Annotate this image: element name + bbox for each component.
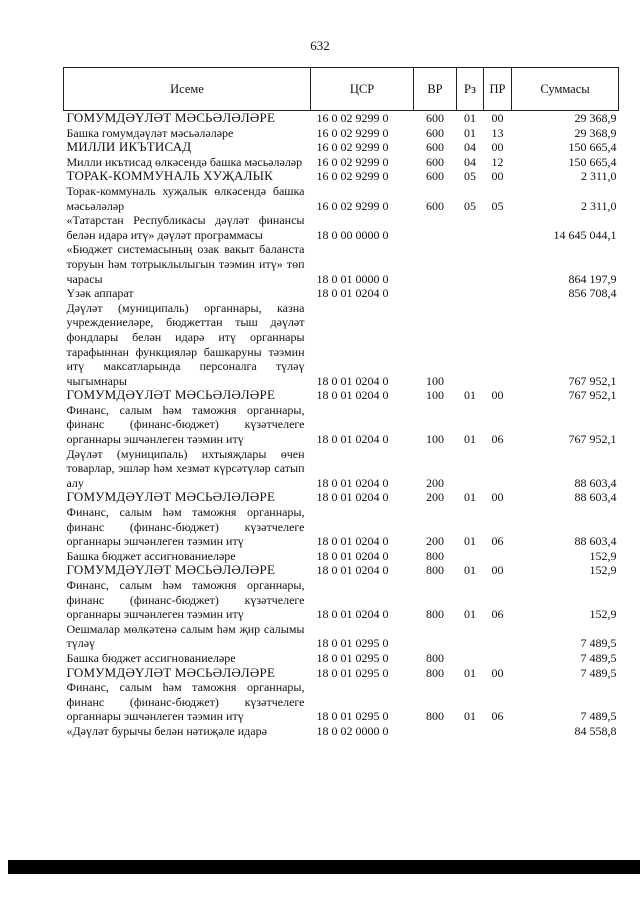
table-row (64, 666, 619, 681)
row-pr (484, 651, 512, 666)
row-pr (484, 301, 512, 389)
row-pr (484, 622, 512, 651)
table-row (64, 651, 619, 666)
row-sum: 29 368,9 (574, 111, 617, 125)
row-vr: 600 (426, 140, 444, 155)
row-name: ГОМУМДӘҮЛӘТ МӘСЬӘЛӘЛӘРЕ (66, 110, 276, 125)
row-rz (457, 213, 484, 242)
row-code: 18 0 01 0295 0 (316, 650, 389, 665)
row-rz (457, 622, 484, 651)
table-row (64, 622, 619, 651)
row-code: 16 0 02 9299 0 (316, 111, 389, 125)
row-pr: 06 (491, 432, 504, 447)
row-name: Финанс, салым һәм таможня органнары, финанс (финанс-бюджет) күзәтчелеге органнары эшчәнлеген тәэмин итү (66, 578, 305, 622)
row-rz: 05 (464, 198, 476, 213)
row-sum: 150 665,4 (568, 140, 617, 155)
row-rz: 01 (464, 432, 476, 447)
row-rz: 01 (464, 709, 476, 724)
header-pr: ПР (484, 68, 512, 111)
row-sum: 2 311,0 (580, 198, 617, 213)
row-rz (457, 286, 484, 301)
row-name: Финанс, салым һәм таможня органнары, финанс (финанс-бюджет) күзәтчелеге органнары эшчәнлеген тәэмин итү (66, 505, 305, 549)
header-name: Исеме (64, 68, 311, 111)
row-name: Дәүләт (муниципаль) органнары, казна учреждениеләре, бюджеттан тыш дәүләт фондлары белән идарә итү органнары тарафыннан функцияләр башкаруны тәэмин итү максатларында персоналга түләү чыгымнары (66, 300, 305, 388)
row-name: Башка бюджет ассигнованиеләре (66, 650, 236, 665)
table-row (64, 403, 619, 447)
row-vr: 800 (426, 607, 444, 622)
row-rz (457, 447, 484, 491)
table-row (64, 155, 619, 170)
row-rz: 01 (464, 111, 476, 125)
row-sum: 767 952,1 (568, 432, 617, 447)
row-pr (484, 213, 512, 242)
row-pr: 00 (491, 169, 504, 184)
row-rz (457, 549, 484, 564)
row-rz: 04 (464, 140, 476, 155)
row-pr: 00 (491, 665, 504, 680)
row-vr (414, 213, 457, 242)
row-name: «Дәүләт бурычы белән нәтиҗәле идарә (66, 723, 267, 738)
row-vr: 800 (426, 548, 444, 563)
table-row (64, 680, 619, 724)
header-sum: Суммасы (512, 68, 619, 111)
row-pr (484, 724, 512, 739)
row-name: ГОМУМДӘҮЛӘТ МӘСЬӘЛӘЛӘРЕ (66, 664, 276, 680)
row-code: 16 0 02 9299 0 (316, 198, 389, 213)
row-pr (484, 549, 512, 564)
table-row (64, 563, 619, 578)
row-rz (457, 651, 484, 666)
table-row (64, 549, 619, 564)
row-vr (414, 724, 457, 739)
row-sum: 856 708,4 (568, 286, 617, 301)
table-row (64, 505, 619, 549)
row-name: Дәүләт (муниципаль) ихтыяҗлары өчен товарлар, эшләр һәм хезмәт күрсәтүләр сатып алу (66, 446, 305, 490)
row-vr: 600 (426, 154, 444, 169)
table-row (64, 286, 619, 301)
row-pr: 06 (491, 709, 504, 724)
header-code: ЦСР (311, 68, 414, 111)
row-code: 18 0 01 0204 0 (316, 388, 389, 403)
row-pr: 00 (491, 563, 504, 578)
budget-table (63, 67, 619, 739)
row-pr: 00 (491, 388, 504, 403)
table-row (64, 724, 619, 739)
table-row (64, 126, 619, 141)
row-code: 18 0 01 0204 0 (316, 490, 389, 505)
row-name: ГОМУМДӘҮЛӘТ МӘСЬӘЛӘЛӘРЕ (66, 387, 276, 403)
row-vr (414, 286, 457, 301)
row-sum: 767 952,1 (568, 373, 617, 388)
row-vr: 800 (426, 650, 444, 665)
row-pr: 00 (491, 111, 504, 125)
row-rz: 01 (464, 125, 476, 140)
row-rz (457, 724, 484, 739)
row-vr: 800 (426, 709, 444, 724)
row-code: 18 0 01 0204 0 (316, 475, 389, 490)
row-vr: 600 (426, 111, 444, 125)
row-rz: 01 (464, 490, 476, 505)
row-sum: 7 489,5 (580, 709, 617, 724)
row-sum: 864 197,9 (568, 271, 617, 286)
row-pr: 13 (491, 125, 504, 140)
row-name: Финанс, салым һәм таможня органнары, финанс (финанс-бюджет) күзәтчелеге органнары эшчәнлеген тәэмин итү (66, 402, 305, 447)
row-vr: 200 (426, 534, 444, 549)
row-name: Милли икътисад өлкәсендә башка мәсьәләләр (66, 154, 303, 169)
row-code: 18 0 02 0000 0 (316, 723, 389, 738)
row-code: 18 0 01 0295 0 (316, 665, 389, 680)
row-pr: 06 (491, 607, 504, 622)
row-vr (414, 622, 457, 651)
row-name: МИЛЛИ ИКЪТИСАД (66, 139, 192, 155)
row-code: 18 0 01 0204 0 (316, 373, 389, 388)
row-pr: 05 (491, 198, 504, 213)
row-name: ГОМУМДӘҮЛӘТ МӘСЬӘЛӘЛӘРЕ (66, 489, 276, 505)
row-name: Торак-коммуналь хуҗалык өлкәсендә башка мәсьәләләр (66, 183, 305, 213)
row-name: Башка бюджет ассигнованиеләре (66, 548, 236, 563)
row-rz: 01 (464, 388, 476, 403)
row-sum: 7 489,5 (580, 636, 617, 651)
row-vr: 100 (426, 388, 444, 403)
row-sum: 152,9 (589, 548, 617, 563)
row-rz: 05 (464, 169, 476, 184)
row-name: Үзәк аппарат (66, 286, 134, 301)
row-pr: 00 (491, 140, 504, 155)
header-rz: Рз (457, 68, 484, 111)
table-body (64, 111, 619, 739)
row-code: 16 0 02 9299 0 (316, 169, 389, 184)
row-code: 18 0 01 0295 0 (316, 636, 389, 651)
row-sum: 7 489,5 (580, 650, 617, 665)
table-row (64, 578, 619, 622)
row-code: 16 0 02 9299 0 (316, 125, 389, 140)
row-vr: 100 (426, 432, 444, 447)
row-sum: 14 645 044,1 (553, 227, 617, 242)
scan-border-bar (8, 860, 640, 874)
row-sum: 84 558,8 (574, 723, 617, 738)
row-name: «Татарстан Республикасы дәүләт финансы белән идарә итү» дәүләт программасы (66, 213, 305, 242)
row-code: 18 0 01 0204 0 (316, 432, 389, 447)
row-pr (484, 447, 512, 491)
row-code: 18 0 01 0204 0 (316, 548, 389, 563)
row-vr: 800 (426, 563, 444, 578)
row-rz: 04 (464, 154, 476, 169)
row-code: 16 0 02 9299 0 (316, 140, 389, 155)
row-code: 16 0 02 9299 0 (316, 154, 389, 169)
row-sum: 88 603,4 (574, 490, 617, 505)
row-pr: 12 (491, 154, 504, 169)
row-sum: 88 603,4 (574, 534, 617, 549)
row-pr (484, 242, 512, 286)
row-pr: 06 (491, 534, 504, 549)
table-row (64, 169, 619, 184)
row-code: 18 0 01 0295 0 (316, 709, 389, 724)
row-rz: 01 (464, 665, 476, 680)
table-row (64, 213, 619, 242)
table-row (64, 184, 619, 213)
row-sum: 150 665,4 (568, 154, 617, 169)
row-rz (457, 301, 484, 389)
row-pr: 00 (491, 490, 504, 505)
table-row (64, 301, 619, 389)
row-rz (457, 242, 484, 286)
row-sum: 152,9 (589, 563, 617, 578)
row-code: 18 0 01 0204 0 (316, 607, 389, 622)
row-vr: 600 (426, 169, 444, 184)
row-vr: 600 (426, 198, 444, 213)
row-name: Оешмалар мөлкәтенә салым һәм җир салымы түләү (66, 621, 305, 651)
row-name: Финанс, салым һәм таможня органнары, финанс (финанс-бюджет) күзәтчелеге органнары эшчәнлеген тәэмин итү (66, 680, 305, 724)
page-number: 632 (310, 38, 330, 53)
row-sum: 88 603,4 (574, 475, 617, 490)
row-code: 18 0 01 0204 0 (316, 534, 389, 549)
table-row (64, 111, 619, 126)
row-code: 18 0 01 0204 0 (316, 563, 389, 578)
row-vr: 200 (426, 490, 444, 505)
row-code: 18 0 01 0204 0 (316, 286, 389, 301)
header-vr: ВР (414, 68, 457, 111)
row-rz: 01 (464, 534, 476, 549)
row-vr: 800 (426, 665, 444, 680)
row-vr: 200 (426, 475, 444, 490)
row-vr: 600 (426, 125, 444, 140)
row-name: ТОРАК-КОММУНАЛЬ ХУҖАЛЫК (66, 168, 274, 184)
table-row (64, 447, 619, 491)
row-code: 18 0 01 0000 0 (316, 271, 389, 286)
row-sum: 7 489,5 (580, 665, 617, 680)
row-name: «Бюджет системасының озак вакыт баланста торуын һәм тотрыклылыгын тәэмин итү» төп чарасы (66, 242, 305, 286)
row-sum: 767 952,1 (568, 388, 617, 403)
table-header-row (64, 68, 619, 111)
table-row (64, 140, 619, 155)
table-row (64, 242, 619, 286)
row-sum: 152,9 (589, 607, 617, 622)
table-row (64, 490, 619, 505)
row-name: Башка гомумдәүләт мәсьәләләре (66, 125, 234, 140)
row-rz: 01 (464, 607, 476, 622)
table-row (64, 388, 619, 403)
row-sum: 2 311,0 (580, 169, 617, 184)
row-pr (484, 286, 512, 301)
row-vr: 100 (426, 373, 444, 388)
row-code: 18 0 00 0000 0 (316, 227, 389, 242)
row-vr (414, 242, 457, 286)
row-sum: 29 368,9 (574, 125, 617, 140)
row-name: ГОМУМДӘҮЛӘТ МӘСЬӘЛӘЛӘРЕ (66, 562, 276, 578)
row-rz: 01 (464, 563, 476, 578)
